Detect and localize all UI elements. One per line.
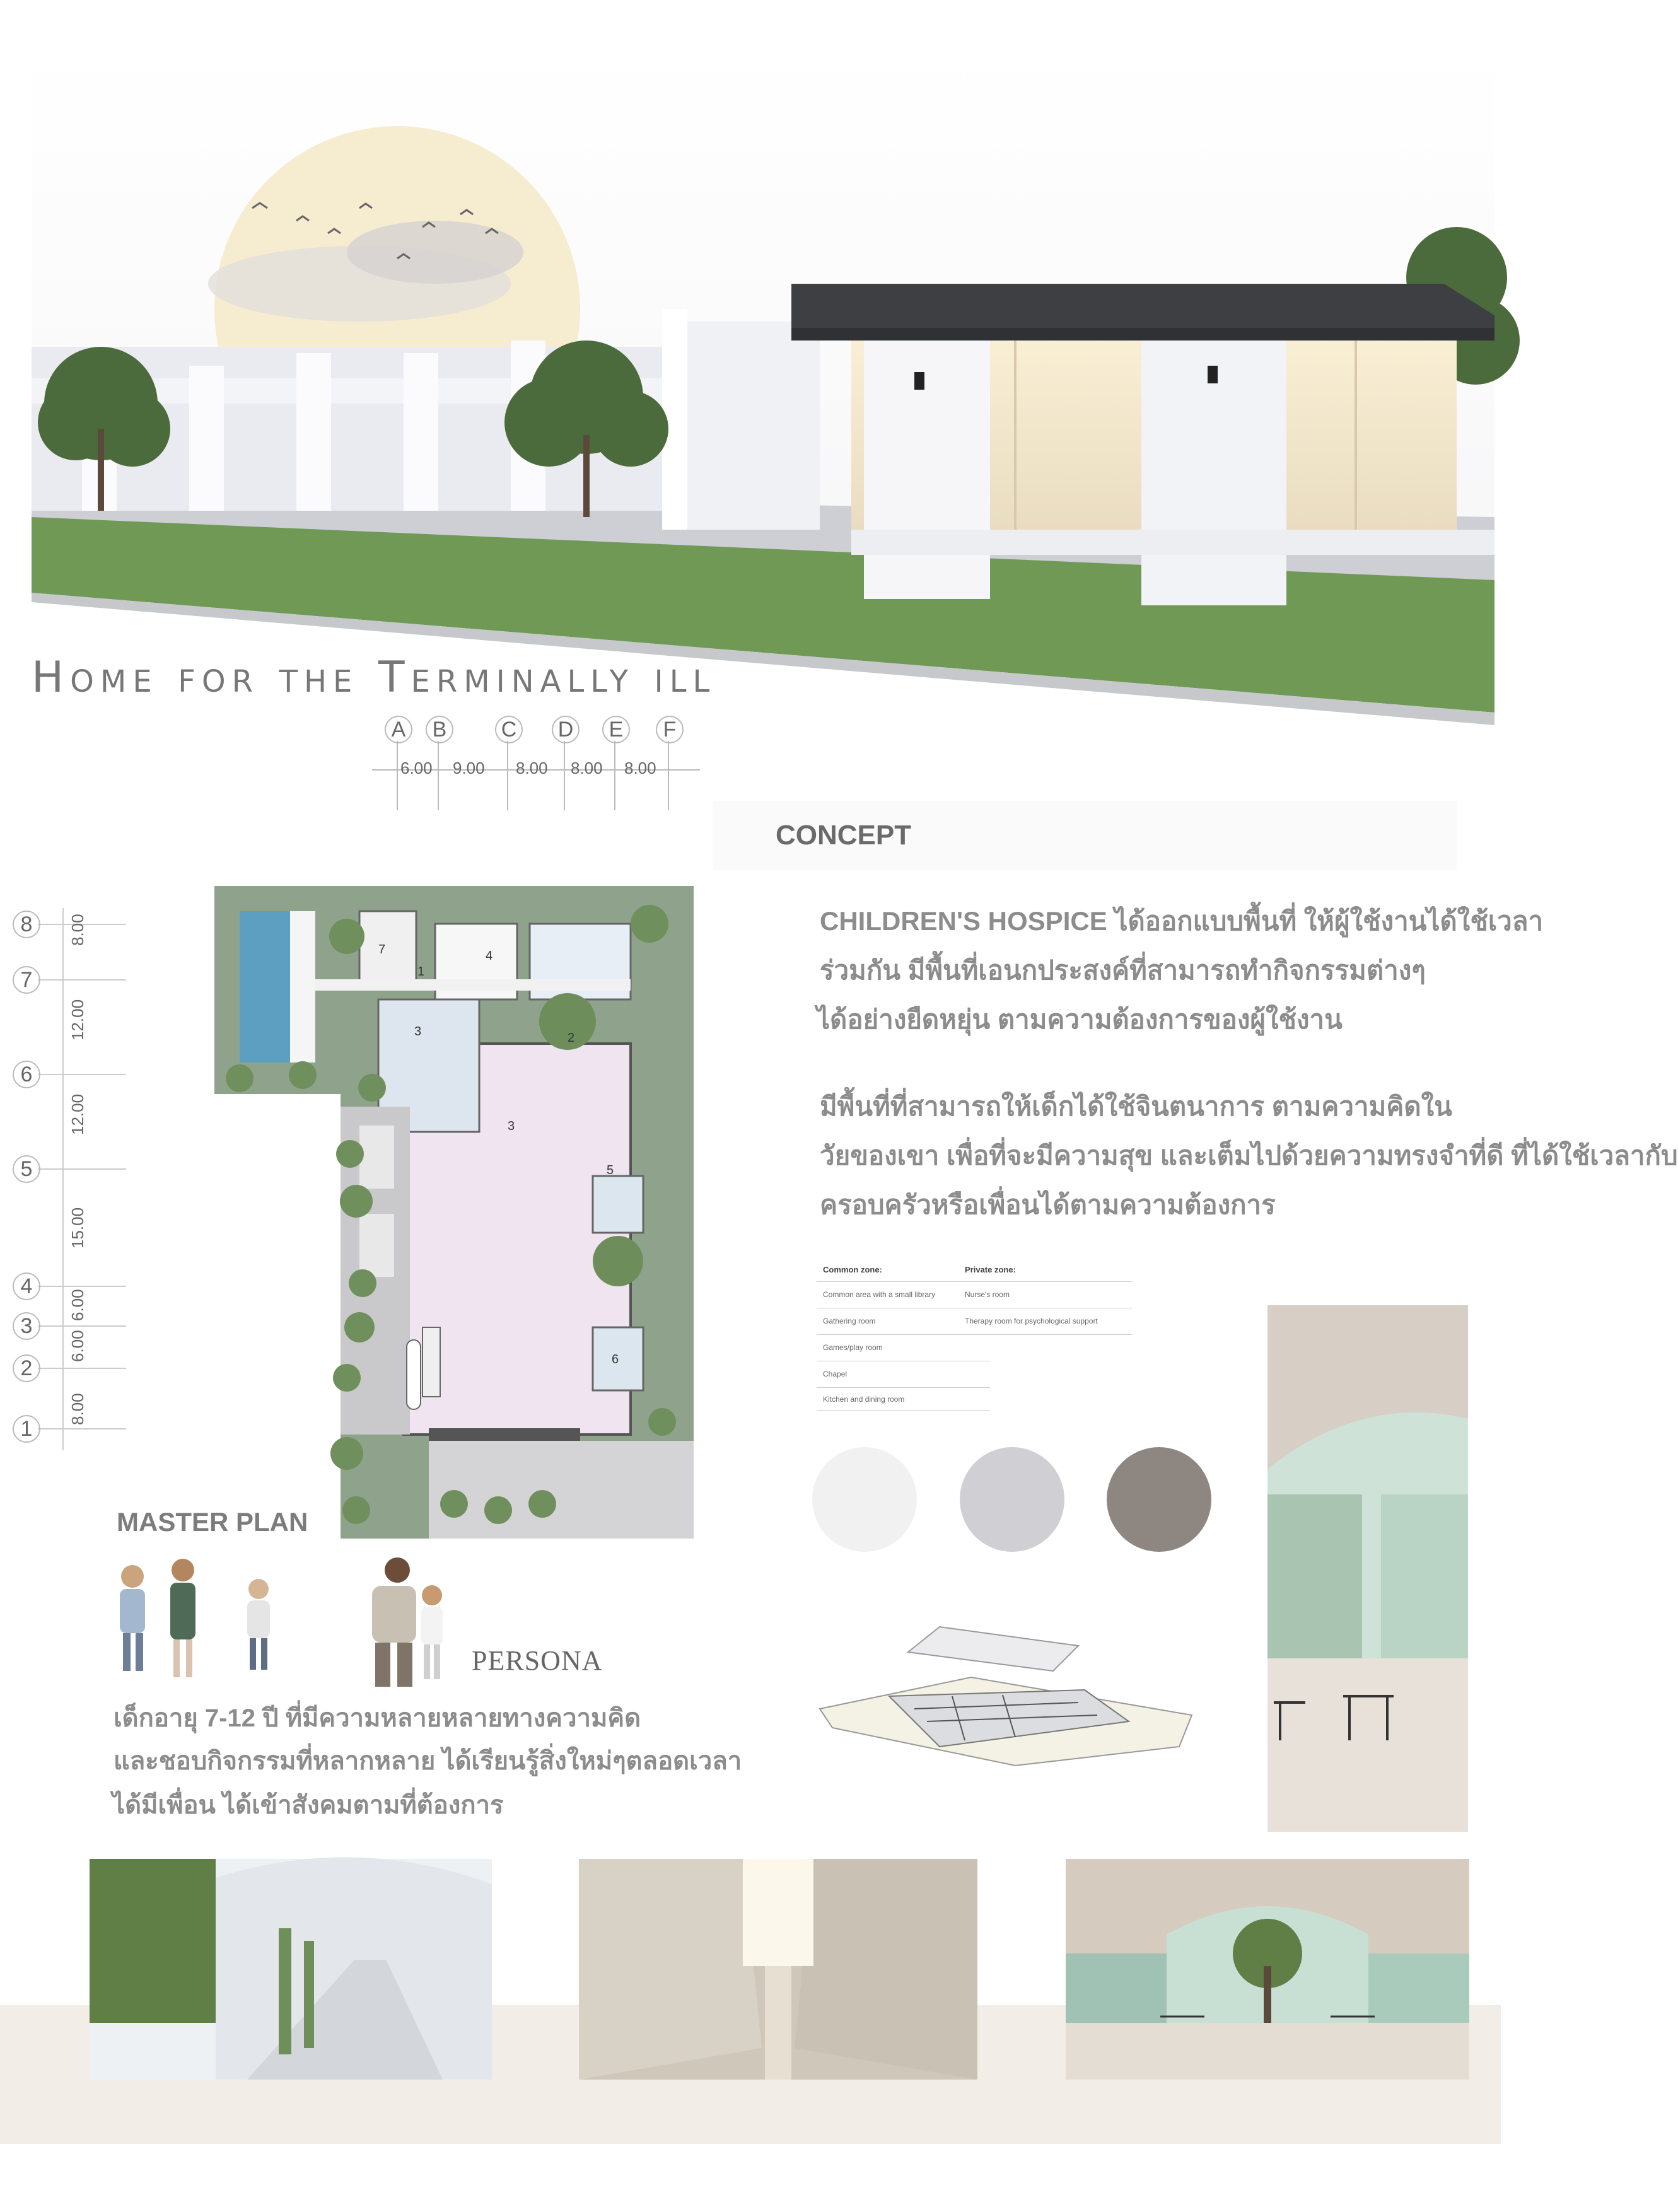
- concept-text-line: ร่วมกัน มีพื้นที่เอนกประสงค์ที่สามารถทำกิจกรรมต่างๆ: [820, 955, 1426, 985]
- grid-label-col: F: [656, 716, 684, 743]
- grid-label-col: D: [552, 716, 580, 743]
- room-number: 2: [568, 1031, 575, 1045]
- concept-text-line: มีพื้นที่ที่สามารถให้เด็กได้ใช้จินตนาการ ตามความคิดใน: [820, 1091, 1452, 1121]
- atrium-photo: [1066, 1859, 1469, 2080]
- common-zone-item: Chapel: [823, 1370, 848, 1378]
- grid-label-row: 5: [13, 1155, 40, 1183]
- exploded-axonometric-image: [813, 1621, 1204, 1766]
- skylight-corridor-image: [579, 1859, 977, 2080]
- room-number: 1: [417, 965, 425, 979]
- common-zone-item: Games/play room: [823, 1343, 883, 1352]
- corridor-photo: [90, 1859, 492, 2080]
- children-figures-image: [88, 1551, 454, 1690]
- room-number: 3: [414, 1025, 422, 1039]
- row-grid: [13, 908, 126, 1450]
- project-title: Home for the Terminally ill: [32, 653, 716, 702]
- grid-dim-row: 8.00: [68, 1393, 87, 1425]
- common-zone-item: Gathering room: [823, 1317, 876, 1325]
- room-number: 6: [612, 1353, 619, 1366]
- grid-label-row: 6: [13, 1061, 40, 1088]
- grid-label-col: A: [385, 716, 412, 743]
- grid-label-row: 7: [13, 966, 40, 994]
- grid-dim-col: 8.00: [624, 759, 656, 777]
- axonometric-model: [813, 1621, 1204, 1766]
- grid-dim-col: 9.00: [453, 759, 485, 777]
- grid-label-row: 3: [13, 1312, 40, 1340]
- grid-label-col: B: [426, 716, 453, 743]
- grid-label-row: 8: [13, 911, 40, 938]
- private-zone-header: Private zone:: [965, 1265, 1016, 1274]
- floor-plan-drawing: [214, 886, 694, 1539]
- private-zone-item: Nurse's room: [965, 1290, 1010, 1299]
- concept-text-line: วัยของเขา เพื่อที่จะมีความสุข และเต็มไปด้วยความทรงจำที่ดี ที่ได้ใช้เวลากับ: [820, 1141, 1678, 1170]
- palette-swatch: [812, 1447, 917, 1552]
- grid-dim-row: 6.00: [68, 1289, 87, 1321]
- room-number: 3: [508, 1119, 515, 1133]
- table-divider: [817, 1387, 990, 1388]
- grid-label-col: C: [495, 716, 523, 743]
- common-zone-item: Common area with a small library: [823, 1290, 936, 1299]
- zone-table: [817, 1261, 1132, 1412]
- column-grid: [372, 716, 700, 817]
- interior-photo-tall: [1267, 1305, 1468, 1832]
- persona-text-line: และชอบกิจกรรมที่หลากหลาย ได้เรียนรู้สิ่งใหม่ๆตลอดเวลา: [114, 1747, 742, 1775]
- common-zone-header: Common zone:: [823, 1265, 882, 1274]
- persona-title: PERSONA: [472, 1645, 603, 1676]
- grid-dim-row: 6.00: [68, 1330, 87, 1362]
- grid-label-row: 4: [13, 1272, 40, 1300]
- grid-label-row: 1: [13, 1415, 40, 1443]
- table-divider: [817, 1281, 1132, 1282]
- grid-dim-row: 12.00: [68, 999, 87, 1040]
- grid-dim-col: 8.00: [516, 759, 548, 777]
- grid-dim-row: 8.00: [68, 914, 87, 946]
- table-divider: [817, 1410, 990, 1411]
- persona-figures: [88, 1551, 454, 1690]
- exterior-render-image: [32, 50, 1494, 738]
- grid-dim-col: 8.00: [571, 759, 603, 777]
- room-number: 7: [378, 943, 386, 957]
- common-zone-item: Kitchen and dining room: [823, 1395, 905, 1404]
- grid-dim-col: 6.00: [400, 759, 433, 777]
- atrium-interior-image: [1066, 1859, 1469, 2080]
- palette-swatch: [960, 1447, 1064, 1552]
- table-divider: [817, 1334, 1132, 1335]
- interior-photo-image: [1267, 1305, 1468, 1832]
- grid-dim-row: 12.00: [68, 1093, 87, 1135]
- arched-corridor-image: [90, 1859, 492, 2080]
- master-plan: [214, 886, 694, 1539]
- hero-rendering: [32, 50, 1494, 738]
- private-zone-item: Therapy room for psychological support: [965, 1317, 1098, 1325]
- grid-dim-row: 15.00: [68, 1207, 87, 1249]
- concept-text-line: ได้อย่างยืดหยุ่น ตามความต้องการของผู้ใช้งาน: [817, 1004, 1343, 1034]
- master-plan-title: MASTER PLAN: [117, 1507, 308, 1537]
- persona-text-line: ได้มีเพื่อน ได้เข้าสังคมตามที่ต้องการ: [112, 1791, 504, 1819]
- persona-text-line: เด็กอายุ 7-12 ปี ที่มีความหลายหลายทางความคิด: [114, 1704, 641, 1732]
- palette-swatch: [1107, 1447, 1211, 1552]
- grid-label-row: 2: [13, 1354, 40, 1382]
- concept-text-line: ครอบครัวหรือเพื่อนได้ตามความต้องการ: [820, 1190, 1276, 1220]
- room-number: 4: [486, 949, 493, 963]
- grid-label-col: E: [602, 716, 630, 743]
- skylight-photo: [579, 1859, 977, 2080]
- concept-title: CONCEPT: [776, 820, 912, 851]
- room-number: 5: [607, 1163, 614, 1177]
- concept-text-line: CHILDREN'S HOSPICE ได้ออกแบบพื้นที่ ให้ผู้ใช้งานได้ใช้เวลา: [820, 906, 1544, 936]
